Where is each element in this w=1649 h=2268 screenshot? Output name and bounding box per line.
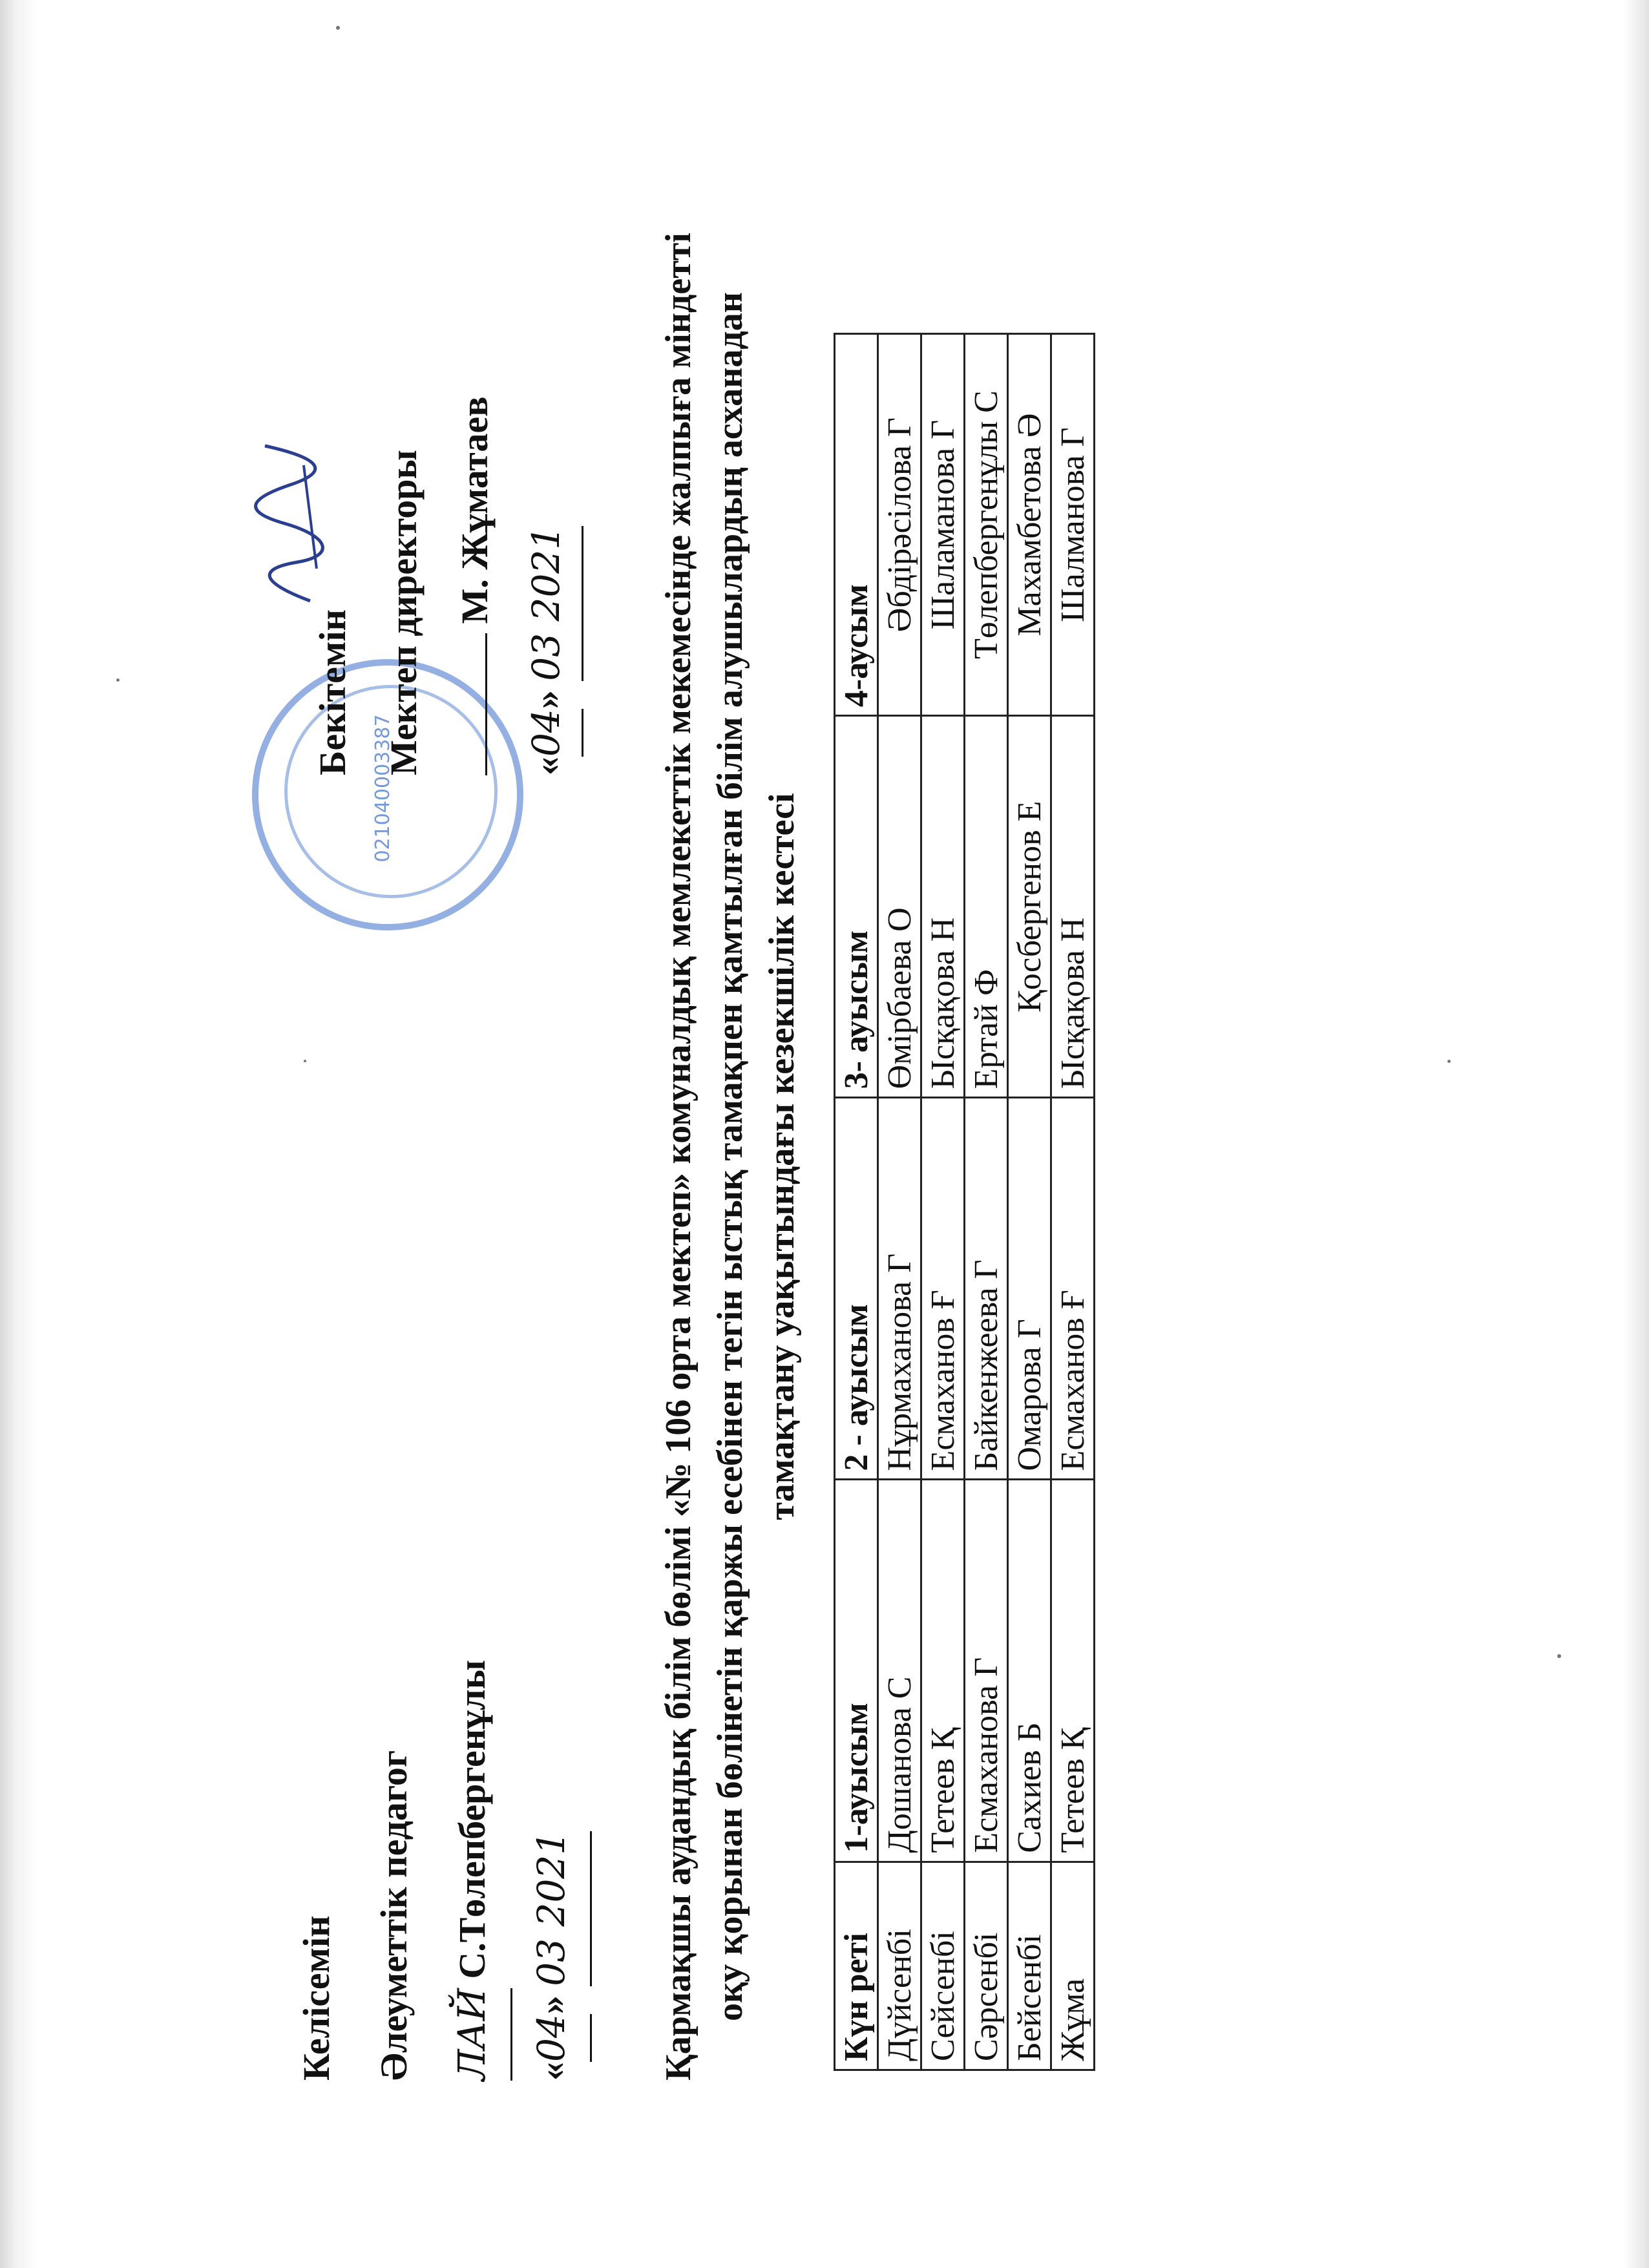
cell-shift-2: Есмаханов Ғ xyxy=(1051,1098,1095,1480)
duty-schedule-table xyxy=(834,333,1095,2071)
cell-shift-3: Қосбергенов Е xyxy=(1008,716,1051,1098)
cell-day: Сәрсенбі xyxy=(965,1862,1008,2070)
date-day: 04 xyxy=(510,709,583,757)
header-day: Күн реті xyxy=(835,1862,878,2070)
date-open-quote: « xyxy=(525,757,567,775)
cell-shift-1: Тетеев Қ xyxy=(1051,1480,1095,1862)
table-row xyxy=(921,334,965,2070)
approval-name: С.Төлепбергенұлы xyxy=(451,1660,493,1979)
stamp-number: 021040003387 xyxy=(372,714,394,863)
date-month-year: 03 2021 xyxy=(510,526,583,681)
date-open-quote: « xyxy=(530,2062,572,2081)
cell-shift-2: Омарова Г xyxy=(1008,1098,1051,1480)
cell-shift-2: Есмаханов Ғ xyxy=(921,1098,965,1480)
signature-blank xyxy=(485,633,487,775)
scan-edge-right xyxy=(1623,0,1649,2268)
header-shift-1: 1-ауысым xyxy=(835,1480,878,1862)
cell-shift-4: Төлепбергенұлы С xyxy=(965,334,1008,716)
cell-day: Бейсенбі xyxy=(1008,1862,1051,2070)
cell-shift-3: Ысқақова Н xyxy=(921,716,965,1098)
header-shift-2: 2 - ауысым xyxy=(835,1098,878,1480)
date-month-year: 03 2021 xyxy=(512,1831,592,1986)
cell-shift-3: Өмірбаева О xyxy=(878,716,921,1098)
approval-block-left xyxy=(278,1499,592,2081)
table-row xyxy=(878,334,921,2070)
approval-position: Мектеп директоры xyxy=(383,450,425,775)
approval-name: М. Жұматаев xyxy=(454,396,496,624)
signature-mark: ЛАЙ xyxy=(433,1988,512,2081)
scan-edge-left xyxy=(0,0,39,2268)
cell-shift-1: Сахиев Б xyxy=(1008,1480,1051,1862)
date-close-quote: » xyxy=(530,1995,572,2015)
title-line-1: Қармақшы аудандық білім бөлімі «№ 106 орта мектеп» комуналдық мемлекеттік мекемесінде жалпыға міндетті xyxy=(658,233,698,2081)
cell-shift-4: Шаламанова Г xyxy=(921,334,965,716)
cell-shift-1: Дошанова С xyxy=(878,1480,921,1862)
cell-shift-2: Байкенжеева Г xyxy=(965,1098,1008,1480)
date-day: 04 xyxy=(512,2014,592,2062)
document-page xyxy=(103,168,1189,2145)
cell-shift-1: Есмаханова Г xyxy=(965,1480,1008,1862)
header-shift-3: 3- ауысым xyxy=(835,716,878,1098)
cell-shift-4: Әбдірәсілова Г xyxy=(878,334,921,716)
table-row xyxy=(1008,334,1051,2070)
table-header-row xyxy=(835,334,878,2070)
cell-day: Жұма xyxy=(1051,1862,1095,2070)
approval-heading: Келісемін xyxy=(295,1915,337,2081)
cell-shift-3: Ысқақова Н xyxy=(1051,716,1095,1098)
approval-block-right xyxy=(297,129,583,775)
header-shift-4: 4-аусым xyxy=(835,334,878,716)
cell-shift-4: Шалманова Г xyxy=(1051,334,1095,716)
scan-speck xyxy=(1447,1060,1451,1063)
cell-day: Сейсенбі xyxy=(921,1862,965,2070)
approval-signature-line xyxy=(433,1499,512,2081)
title-line-2: оқу қорынан бөлінетін қаржы есебінен тегін ыстық тамақпен қамтылған білім алушылардың асханадан xyxy=(710,292,750,2021)
scan-speck xyxy=(1557,1654,1561,1658)
approval-signature-line xyxy=(439,129,510,775)
cell-shift-4: Махамбетова Ә xyxy=(1008,334,1051,716)
cell-shift-1: Тетеев Қ xyxy=(921,1480,965,1862)
approval-position: Әлеуметтік педагог xyxy=(373,1750,415,2081)
scan-speck xyxy=(336,26,340,30)
cell-day: Дүйсенбі xyxy=(878,1862,921,2070)
approval-date xyxy=(510,129,583,775)
title-line-3: тамақтану уақытындағы кезекшілік кестесі xyxy=(762,793,802,1520)
cell-shift-3: Ертай Ф xyxy=(965,716,1008,1098)
table-row xyxy=(965,334,1008,2070)
date-close-quote: » xyxy=(525,690,567,709)
cell-shift-2: Нұрмаханова Г xyxy=(878,1098,921,1480)
approval-heading: Бекітемін xyxy=(311,609,353,775)
document-title xyxy=(653,168,808,2145)
table-row xyxy=(1051,334,1095,2070)
approval-date xyxy=(512,1499,592,2081)
